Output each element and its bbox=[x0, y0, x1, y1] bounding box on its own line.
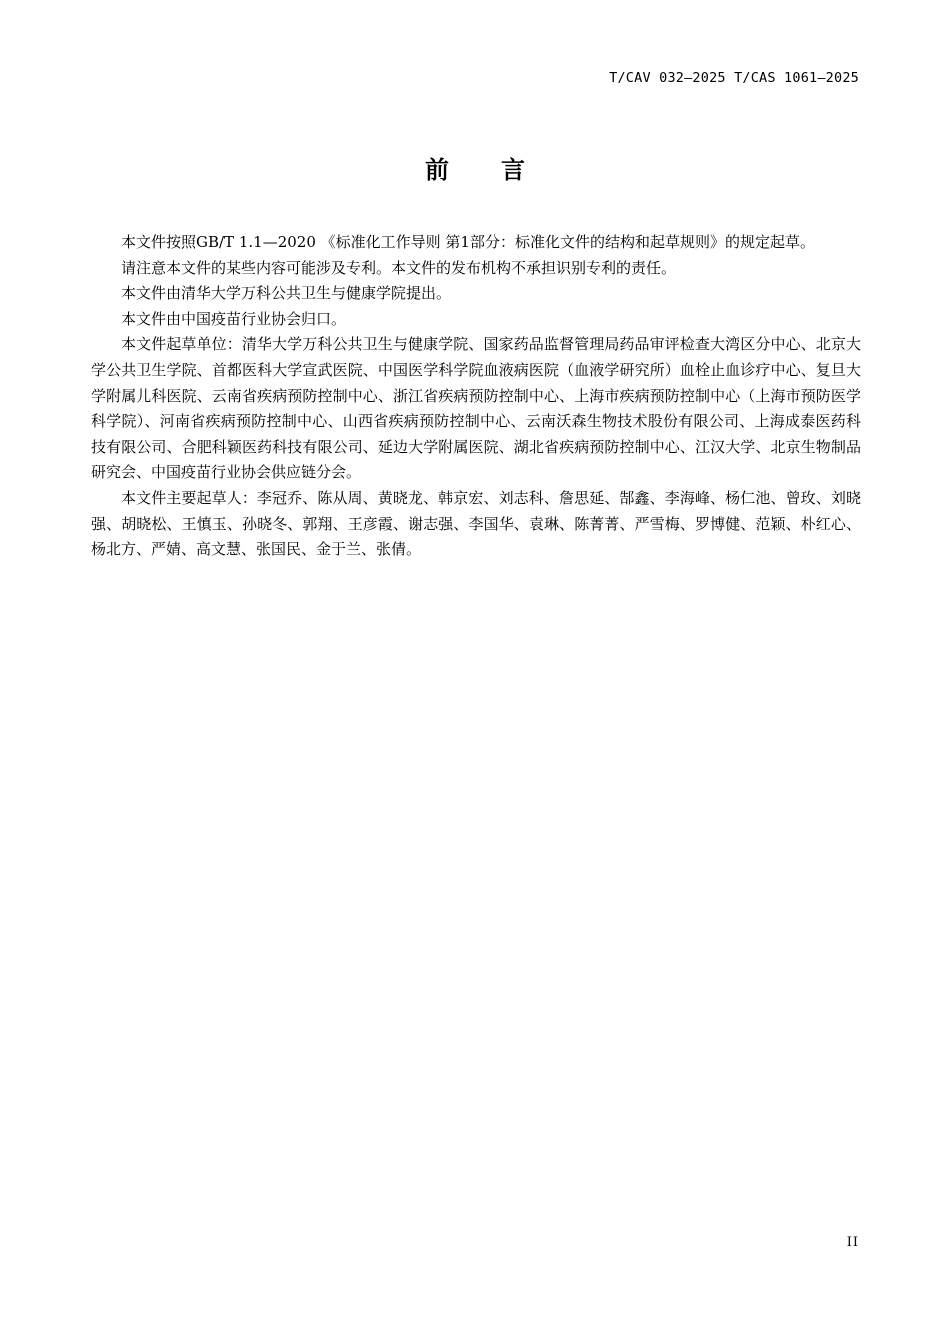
paragraph-drafting-units: 本文件起草单位：清华大学万科公共卫生与健康学院、国家药品监督管理局药品审评检查大湾区分中心、北京大学公共卫生学院、首都医科大学宣武医院、中国医学科学院血液病医院（血液学研究所）血栓止血诊疗中心、复旦大学附属儿科医院、云南省疾病预防控制中心、浙江省疾病预防控制中心、上海市疾病预防控制中心（上海市预防医学科学院）、河南省疾病预防控制中心、山西省疾病预防控制中心、云南沃森生物技术股份有限公司、上海成泰医药科技有限公司、合肥科颖医药科技有限公司、延边大学附属医院、湖北省疾病预防控制中心、江汉大学、北京生物制品研究会、中国疫苗行业协会供应链分会。 bbox=[91, 335, 861, 482]
title-char-first: 前 bbox=[425, 156, 449, 184]
paragraph-patent-notice: 请注意本文件的某些内容可能涉及专利。本文件的发布机构不承担识别专利的责任。 bbox=[121, 258, 677, 277]
standard-number-header: T/CAV 032—2025 T/CAS 1061—2025 bbox=[609, 70, 859, 86]
paragraph-drafting-rules: 本文件按照GB/T 1.1—2020 《标准化工作导则 第1部分：标准化文件的结构和起草规则》的规定起草。 bbox=[121, 233, 815, 251]
paragraph-main-drafters: 本文件主要起草人：李冠乔、陈从周、黄晓龙、韩京宏、刘志科、詹思延、郜鑫、李海峰、杨仁池、曾玫、刘晓强、胡晓松、王慎玉、孙晓冬、郭翔、王彦霞、谢志强、李国华、袁琳、陈菁菁、严雪梅、罗博健、范颖、朴红心、杨北方、严婧、高文慧、张国民、金于兰、张倩。 bbox=[91, 488, 861, 559]
page-number: II bbox=[846, 1235, 859, 1250]
title-char-second: 言 bbox=[501, 156, 525, 184]
page-title bbox=[0, 150, 950, 185]
foreword-body bbox=[91, 230, 861, 563]
paragraph-proposer: 本文件由清华大学万科公共卫生与健康学院提出。 bbox=[121, 284, 452, 303]
paragraph-centralized-by: 本文件由中国疫苗行业协会归口。 bbox=[121, 309, 347, 328]
